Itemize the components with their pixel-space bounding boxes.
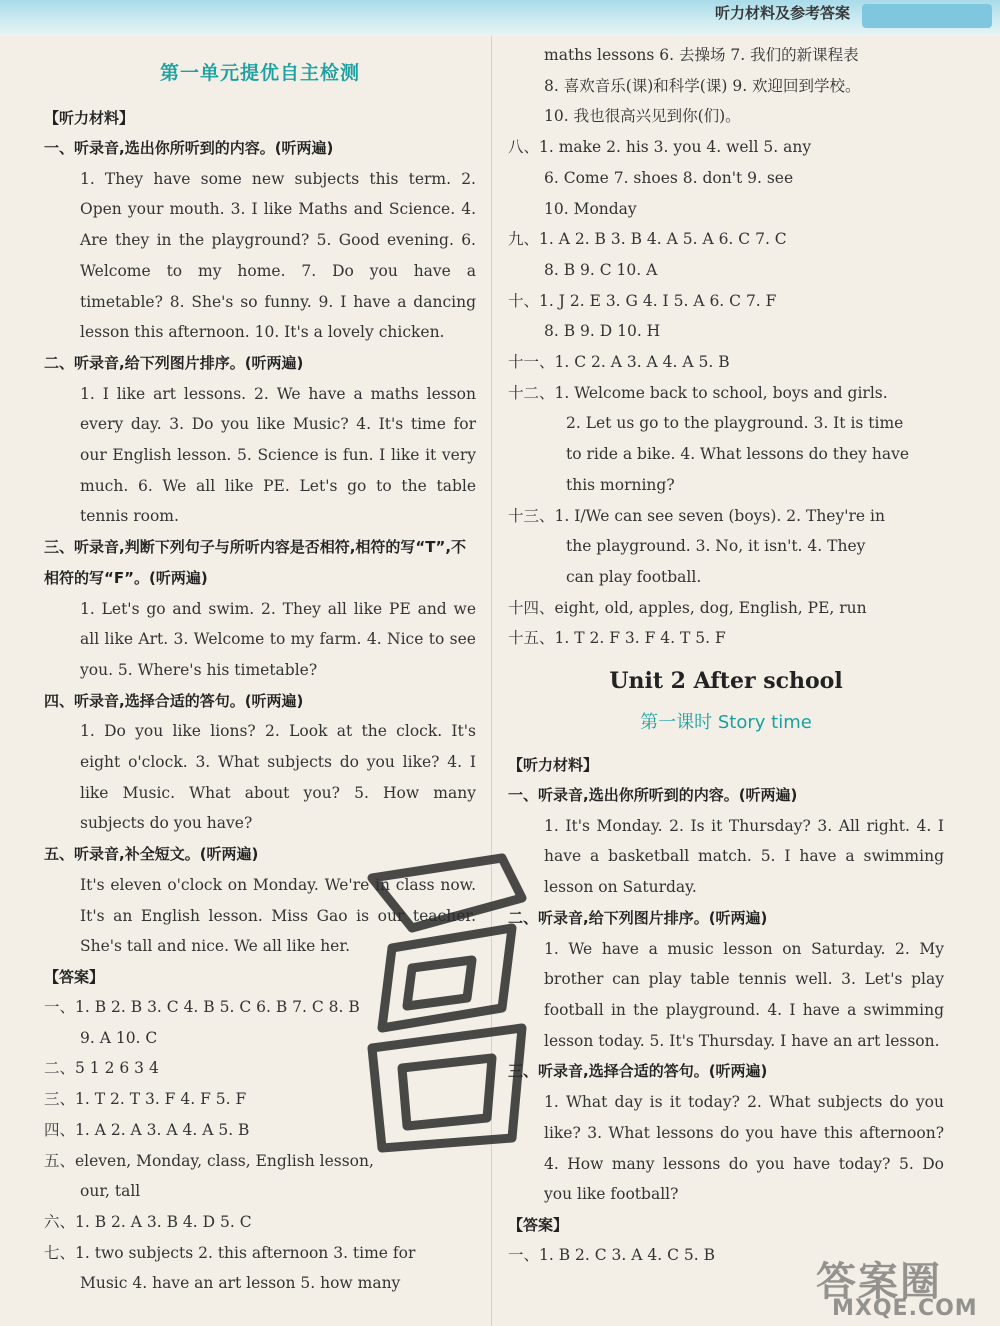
- passage-text: It's eleven o'clock on Monday. We're in class now. It's an English lesson. Miss Gao is our teacher. She's tall and nice. We all like her.: [80, 875, 476, 956]
- question-1: [44, 133, 476, 348]
- stamp-graphic: [352, 838, 542, 1158]
- watermark-logo: 答案圈: [816, 1259, 942, 1305]
- question-heading: 四、听录音,选择合适的答句。(听两遍): [44, 691, 304, 710]
- answer-line: 6. Come 7. shoes 8. don't 9. see: [544, 168, 794, 187]
- header-tab: [862, 4, 992, 28]
- answer-line: 8. 喜欢音乐(课)和科学(课) 9. 欢迎回到学校。: [544, 76, 861, 95]
- question-heading: 三、听录音,判断下列句子与所听内容是否相符,相符的写“T”,不相符的写“F”。(听两遍): [44, 538, 467, 587]
- answer-line: 八、1. make 2. his 3. you 4. well 5. any: [508, 138, 812, 157]
- question-2: [44, 348, 476, 532]
- question-3: [44, 532, 476, 686]
- right-column: [508, 40, 944, 1271]
- question-text: 1. It's Monday. 2. Is it Thursday? 3. All right. 4. I have a basketball match. 5. I have a swimming lesson on Saturday.: [544, 816, 944, 897]
- answer-line: 十四、eight, old, apples, dog, English, PE, run: [508, 598, 867, 617]
- answer-line: 三、1. T 2. T 3. F 4. F 5. F: [44, 1090, 247, 1109]
- answers-heading: 【答案】: [44, 967, 105, 986]
- answer-line: 十、1. J 2. E 3. G 4. I 5. A 6. C 7. F: [508, 291, 777, 310]
- answer-line: 十二、1. Welcome back to school, boys and girls.: [508, 383, 888, 402]
- question-heading: 二、听录音,给下列图片排序。(听两遍): [508, 908, 768, 927]
- question-text: 1. They have some new subjects this term. 2. Open your mouth. 3. I like Maths and Science. 4. Are they in the playground? 5. Good evening. 6. Welcome to my home. 7. Do you have a timetable? 8. She's so funny. 9. I have a dancing lesson this afternoon. 10. It's a lovely chicken.: [80, 169, 476, 342]
- question-3: [508, 1056, 944, 1210]
- question-text: 1. We have a music lesson on Saturday. 2. My brother can play table tennis well. 3. Let's play football in the playground. 4. I have a swimming lesson today. 5. It's Thursday. I have an art lesson.: [544, 939, 944, 1050]
- answer-line: 六、1. B 2. A 3. B 4. D 5. C: [44, 1212, 252, 1231]
- answer-line: this morning?: [566, 475, 675, 494]
- question-text: 1. Do you like lions? 2. Look at the clock. It's eight o'clock. 3. What subjects do you like? 4. I like Music. What about you? 5. How many subjects do you have?: [80, 722, 476, 833]
- question-heading: 五、听录音,补全短文。(听两遍): [44, 845, 259, 864]
- question-text: 1. I like art lessons. 2. We have a maths lesson every day. 3. Do you like Music? 4. It's time for our English lesson. 5. Science is fun. I like it very much. 6. We all like PE. Let's go to the table tennis room.: [80, 384, 476, 526]
- answer-line: 8. B 9. D 10. H: [544, 322, 661, 341]
- header-label: 听力材料及参考答案: [714, 4, 850, 22]
- answer-line: 九、1. A 2. B 3. B 4. A 5. A 6. C 7. C: [508, 230, 787, 249]
- answer-line: 七、1. two subjects 2. this afternoon 3. time for: [44, 1243, 416, 1262]
- section-title: 第一单元提优自主检测: [159, 62, 360, 84]
- header-band: [0, 0, 1000, 36]
- unit-title: Unit 2 After school: [609, 668, 843, 695]
- question-heading: 二、听录音,给下列图片排序。(听两遍): [44, 353, 304, 372]
- question-heading: 三、听录音,选择合适的答句。(听两遍): [508, 1062, 768, 1081]
- answer-line: 四、1. A 2. A 3. A 4. A 5. B: [44, 1120, 250, 1139]
- answer-line: 10. 我也很高兴见到你(们)。: [544, 107, 741, 126]
- question-heading: 一、听录音,选出你所听到的内容。(听两遍): [508, 786, 798, 805]
- question-1: [508, 780, 944, 903]
- answer-line: the playground. 3. No, it isn't. 4. They: [566, 537, 866, 556]
- question-heading: 一、听录音,选出你所听到的内容。(听两遍): [44, 139, 334, 157]
- answer-line: 五、eleven, Monday, class, English lesson,: [44, 1151, 374, 1170]
- answers-heading: 【答案】: [508, 1215, 569, 1234]
- answer-line: 二、5 1 2 6 3 4: [44, 1059, 159, 1078]
- answer-line: 8. B 9. C 10. A: [544, 260, 658, 279]
- lesson-title: 第一课时 Story time: [640, 712, 812, 734]
- answer-line: maths lessons 6. 去操场 7. 我们的新课程表: [544, 46, 859, 64]
- question-text: 1. What day is it today? 2. What subjects do you like? 3. What lessons do you have this afternoon? 4. How many lessons do you have today? 5. Do you like football?: [544, 1093, 944, 1204]
- answer-line: 十三、1. I/We can see seven (boys). 2. They're in: [508, 506, 885, 525]
- answer-line: Music 4. have an art lesson 5. how many: [80, 1274, 401, 1293]
- answer-line: 10. Monday: [544, 199, 637, 218]
- question-text: 1. Let's go and swim. 2. They all like PE and we all like Art. 3. Welcome to my farm. 4. Nice to see you. 5. Where's his timetable?: [80, 599, 476, 679]
- question-4: [44, 686, 476, 840]
- answer-line: 一、1. B 2. C 3. A 4. C 5. B: [508, 1245, 715, 1264]
- answer-line: to ride a bike. 4. What lessons do they have: [566, 445, 910, 464]
- answer-line: can play football.: [566, 567, 702, 586]
- answer-line: 十五、1. T 2. F 3. F 4. T 5. F: [508, 629, 726, 648]
- watermark: [812, 1250, 1000, 1326]
- listening-heading: 【听力材料】: [508, 756, 599, 775]
- answer-line: 2. Let us go to the playground. 3. It is time: [566, 414, 904, 433]
- answer-line: 一、1. B 2. B 3. C 4. B 5. C 6. B 7. C 8. B: [44, 997, 360, 1016]
- answer-line: 十一、1. C 2. A 3. A 4. A 5. B: [508, 353, 730, 372]
- watermark-url: MXQE.COM: [832, 1296, 978, 1321]
- question-2: [508, 903, 944, 1057]
- answer-line: 9. A 10. C: [80, 1028, 158, 1047]
- listening-heading: 【听力材料】: [44, 109, 135, 127]
- answer-line: our, tall: [80, 1182, 141, 1201]
